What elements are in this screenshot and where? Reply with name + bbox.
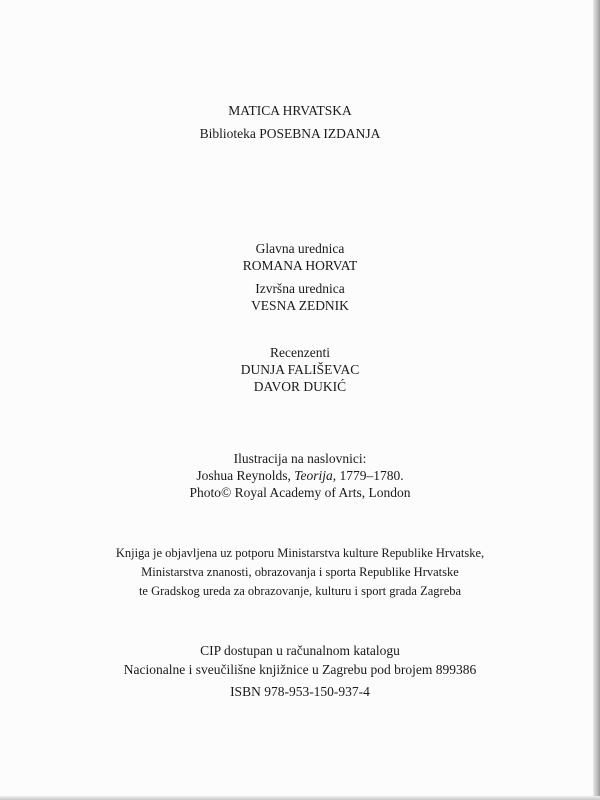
support-line: Ministarstva znanosti, obrazovanja i sporta Republike Hrvatske <box>141 565 459 579</box>
executive-editor-name: VESNA ZEDNIK <box>251 298 349 313</box>
reviewers-label: Recenzenti <box>270 345 330 360</box>
page-bottom-shadow <box>0 796 600 800</box>
cip-line: Nacionalne i sveučilišne knjižnice u Zagrebu pod brojem 899386 <box>123 662 477 677</box>
chief-editor-label: Glavna urednica <box>255 241 345 256</box>
chief-editor-name: ROMANA HORVAT <box>242 258 358 273</box>
cover-illustration-credit <box>0 468 600 484</box>
publisher-name: MATICA HRVATSKA <box>228 103 352 118</box>
cover-years: , 1779–1780. <box>332 468 404 483</box>
cover-artist: Joshua Reynolds, <box>196 468 291 483</box>
isbn: ISBN 978-953-150-937-4 <box>230 684 370 699</box>
photo-credit: Photo© Royal Academy of Arts, London <box>189 485 411 500</box>
cover-illustration-label: Ilustracija na naslovnici: <box>233 451 367 466</box>
reviewer-name: DAVOR DUKIĆ <box>253 379 347 394</box>
series-name: Biblioteka POSEBNA IZDANJA <box>199 126 381 141</box>
cover-work-title: Teorija <box>294 468 333 483</box>
support-line: Knjiga je objavljena uz potporu Ministarstva kulture Republike Hrvatske, <box>115 546 485 560</box>
executive-editor-label: Izvršna urednica <box>255 281 345 296</box>
page-edge-shadow <box>593 0 600 800</box>
cip-line: CIP dostupan u računalnom katalogu <box>200 643 400 658</box>
reviewer-name: DUNJA FALIŠEVAC <box>240 362 360 377</box>
support-line: te Gradskog ureda za obrazovanje, kulturu i sport grada Zagreba <box>138 584 462 598</box>
